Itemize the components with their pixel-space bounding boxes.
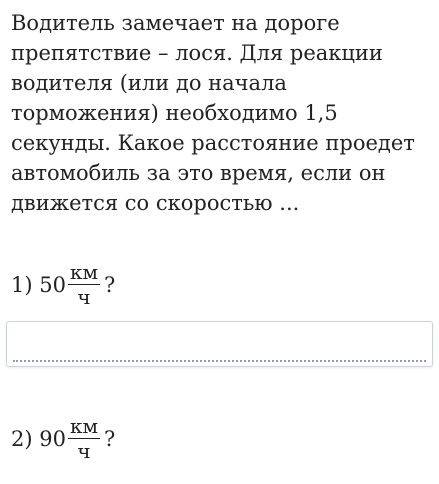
problem-line: автомобиль за это время, если он	[11, 161, 386, 185]
answer-input[interactable]	[6, 321, 433, 367]
fraction-numerator: км	[69, 260, 99, 284]
answer-dotted-line	[13, 360, 426, 362]
problem-line: препятствие – лося. Для реакции	[11, 41, 383, 65]
fraction-denominator: ч	[77, 439, 91, 463]
problem-line: водителя (или до начала	[11, 71, 287, 95]
question-1	[11, 260, 115, 309]
question-1-prefix: 1) 50	[11, 272, 66, 297]
question-2	[11, 414, 115, 463]
question-1-suffix: ?	[104, 272, 116, 297]
problem-line: движется со скоростью ...	[11, 191, 300, 215]
problem-line: Водитель замечает на дороге	[11, 11, 340, 35]
fraction-denominator: ч	[77, 285, 91, 309]
speed-unit-fraction	[68, 414, 100, 463]
speed-unit-fraction	[68, 260, 100, 309]
question-2-suffix: ?	[104, 426, 116, 451]
question-2-prefix: 2) 90	[11, 426, 66, 451]
problem-text	[11, 8, 433, 218]
fraction-numerator: км	[69, 414, 99, 438]
problem-line: торможения) необходимо 1,5	[11, 101, 338, 125]
problem-line: секунды. Какое расстояние проедет	[11, 131, 415, 155]
